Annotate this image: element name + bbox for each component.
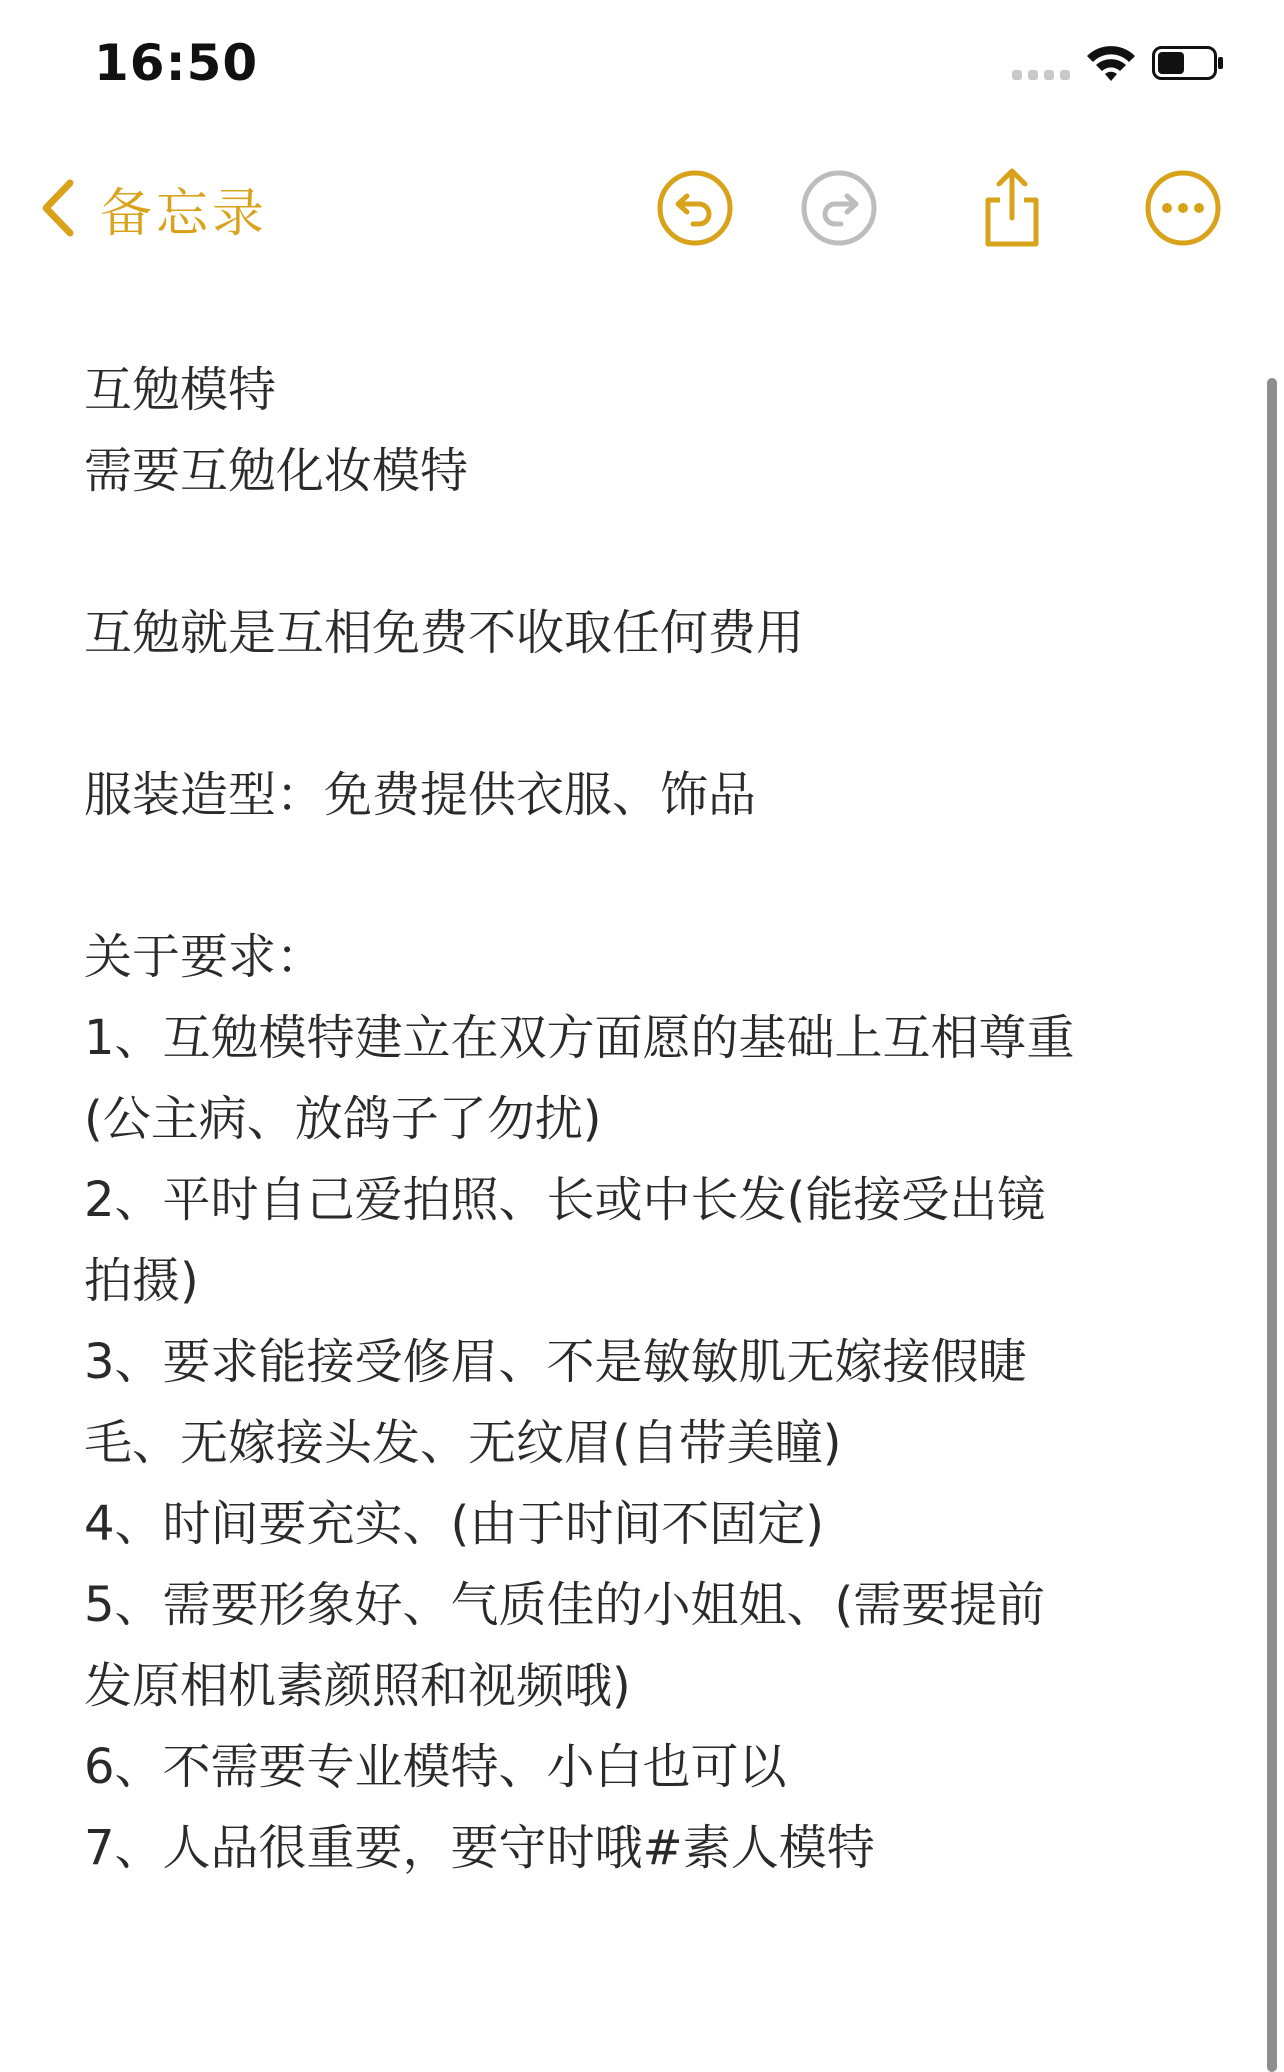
note-line: 毛、无嫁接头发、无纹眉(自带美瞳)	[84, 1415, 842, 1471]
status-time: 16:50	[94, 34, 259, 92]
battery-icon	[1152, 46, 1224, 80]
share-icon	[970, 166, 1054, 250]
share-button[interactable]	[970, 166, 1054, 250]
note-toolbar	[0, 150, 1284, 266]
cellular-signal-icon	[1012, 70, 1070, 80]
vertical-scrollbar[interactable]	[1267, 378, 1277, 2072]
note-line: 7、人品很重要，要守时哦#素人模特	[84, 1820, 875, 1876]
note-line: 发原相机素颜照和视频哦)	[84, 1658, 631, 1714]
note-line: 6、不需要专业模特、小白也可以	[84, 1739, 787, 1795]
note-line: 关于要求：	[84, 929, 325, 985]
note-line: (公主病、放鸽子了勿扰)	[84, 1091, 602, 1147]
note-line: 服装造型：免费提供衣服、饰品	[84, 767, 757, 823]
note-line	[84, 674, 1214, 755]
chevron-left-icon	[36, 177, 78, 239]
back-label: 备忘录	[100, 183, 269, 244]
note-content[interactable]	[84, 350, 1214, 1889]
note-line: 4、时间要充实、(由于时间不固定)	[84, 1496, 824, 1552]
note-line: 拍摄)	[84, 1253, 199, 1309]
note-line: 1、互勉模特建立在双方面愿的基础上互相尊重	[84, 1010, 1075, 1066]
status-bar	[0, 0, 1284, 130]
back-button[interactable]	[36, 168, 268, 248]
note-line: 2、平时自己爱拍照、长或中长发(能接受出镜	[84, 1172, 1046, 1228]
more-icon	[1141, 166, 1225, 250]
note-line	[84, 512, 1214, 593]
note-title: 互勉模特	[84, 362, 277, 418]
redo-icon	[797, 166, 881, 250]
wifi-icon	[1084, 42, 1138, 84]
more-button[interactable]	[1141, 166, 1225, 250]
undo-icon	[653, 166, 737, 250]
note-line: 3、要求能接受修眉、不是敏敏肌无嫁接假睫	[84, 1334, 1027, 1390]
note-line: 互勉就是互相免费不收取任何费用	[84, 605, 805, 661]
note-line	[84, 836, 1214, 917]
note-line: 5、需要形象好、气质佳的小姐姐、(需要提前	[84, 1577, 1046, 1633]
note-line: 需要互勉化妆模特	[84, 443, 469, 499]
redo-button[interactable]	[797, 166, 881, 250]
undo-button[interactable]	[653, 166, 737, 250]
